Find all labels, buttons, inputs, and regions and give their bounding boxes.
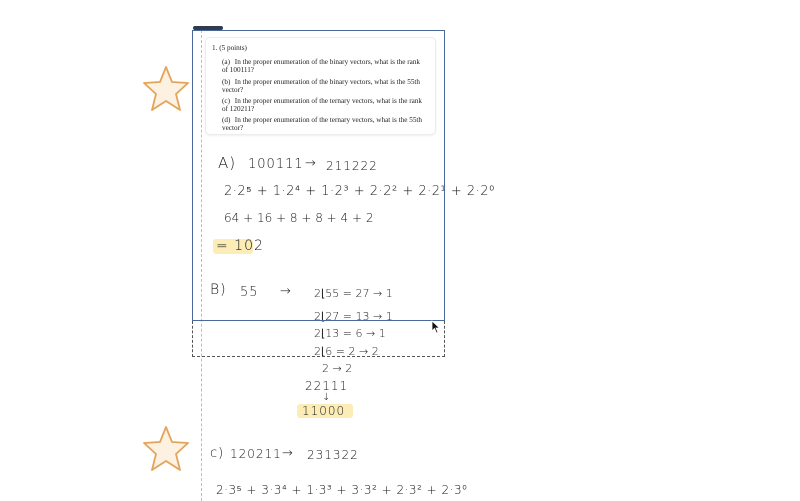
- part-a-terms: 64 + 16 + 8 + 8 + 4 + 2: [224, 211, 374, 225]
- division-step: 2⌊55 = 27 → 1: [314, 287, 393, 300]
- part-b-result: 11000: [302, 404, 346, 418]
- part-c-input: 120211: [230, 447, 282, 461]
- item-text: In the proper enumeration of the ternary vectors, what is the 55th vector?: [222, 116, 423, 133]
- part-a-input: 100111: [248, 157, 304, 172]
- part-c-expansion: 2·3⁵ + 3·3⁴ + 1·3³ + 3·3² + 2·3² + 2·3⁰: [216, 483, 468, 497]
- division-step: 2⌊6 = 2 → 2: [314, 345, 379, 358]
- part-b-label: B): [210, 282, 227, 298]
- part-b-input: 55: [240, 285, 259, 300]
- arrow-icon: →: [282, 446, 294, 461]
- lasso-selection-box[interactable]: [192, 30, 445, 321]
- mouse-cursor-icon: [431, 320, 441, 334]
- down-arrow-icon: ↓: [322, 392, 332, 403]
- item-text: In the proper enumeration of the binary vectors, what is the 55th vector?: [222, 78, 421, 95]
- item-label: (a): [222, 58, 230, 66]
- question-header: 1. (5 points): [212, 44, 247, 52]
- star-sticker-icon[interactable]: [140, 424, 192, 476]
- part-a-result: = 102: [216, 238, 264, 254]
- part-a-label: A): [218, 154, 237, 172]
- division-step: 2 → 2: [322, 362, 353, 375]
- item-label: (c): [222, 97, 230, 105]
- part-c-label: c): [210, 446, 225, 461]
- item-text: In the proper enumeration of the binary vectors, what is the rank of 100111?: [222, 58, 421, 75]
- part-a-mapped: 211222: [326, 159, 378, 173]
- arrow-icon: →: [305, 156, 317, 171]
- item-text: In the proper enumeration of the ternary vectors, what is the rank of 120211?: [222, 97, 423, 114]
- part-a-expansion: 2·2⁵ + 1·2⁴ + 1·2³ + 2·2² + 2·2¹ + 2·2⁰: [224, 184, 495, 199]
- arrow-icon: →: [280, 284, 292, 299]
- part-b-digits: 22111: [305, 379, 349, 393]
- part-c-mapped: 231322: [307, 448, 359, 462]
- item-label: (d): [222, 116, 231, 124]
- selection-drag-outline: [192, 321, 445, 357]
- division-step: 2⌊27 = 13 → 1: [314, 310, 393, 323]
- star-sticker-icon[interactable]: [140, 64, 192, 116]
- division-step: 2⌊13 = 6 → 1: [314, 327, 386, 340]
- item-label: (b): [222, 78, 231, 86]
